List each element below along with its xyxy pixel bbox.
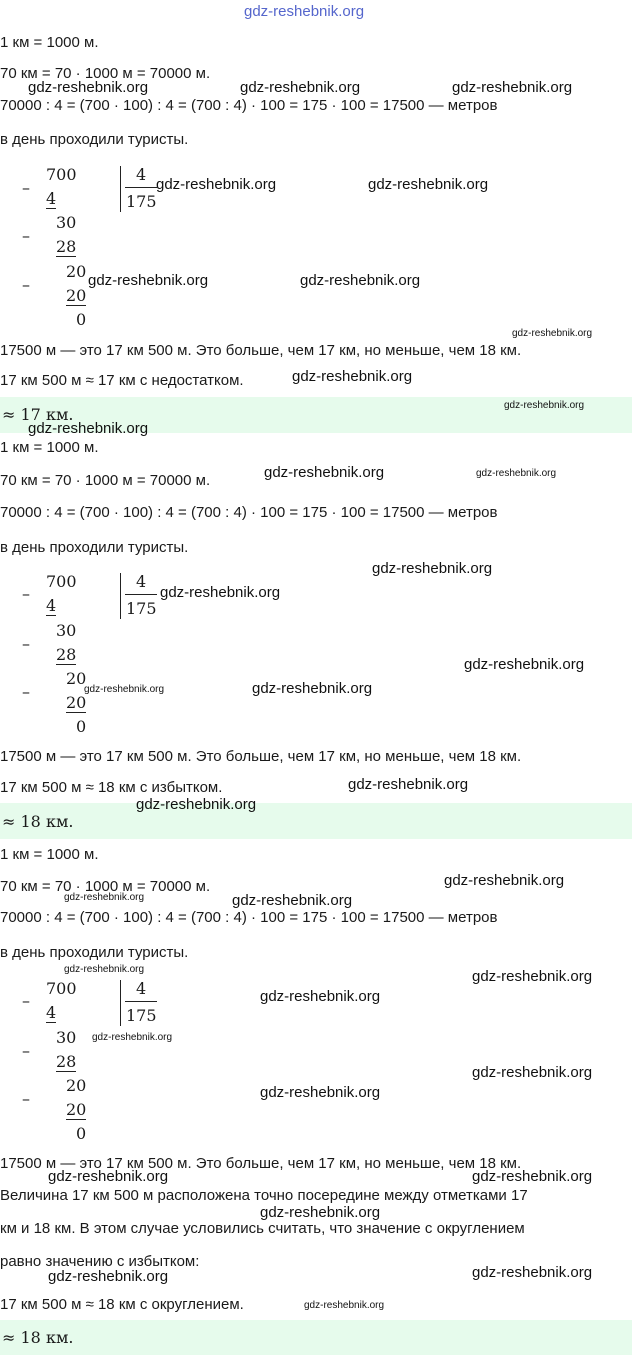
dividend: 700	[46, 572, 77, 591]
line-comparison: 17500 м — это 17 км 500 м. Это больше, чем 17 км, но меньше, чем 18 км.	[0, 748, 522, 765]
watermark: gdz-reshebnik.org	[240, 79, 361, 96]
subtrahend-2: 28	[56, 1052, 77, 1071]
line-paragraph-1: Величина 17 км 500 м расположена точно посередине между отметками 17	[0, 1187, 528, 1204]
watermark: gdz-reshebnik.org	[28, 79, 149, 96]
subtrahend-2: 28	[56, 237, 77, 256]
watermark: gdz-reshebnik.org	[64, 964, 145, 975]
dividend: 700	[46, 979, 77, 998]
watermark: gdz-reshebnik.org	[260, 1084, 381, 1101]
final-remainder: 0	[76, 717, 87, 736]
watermark: gdz-reshebnik.org	[476, 468, 557, 479]
remainder-1: 30	[56, 1028, 77, 1047]
watermark: gdz-reshebnik.org	[48, 1268, 169, 1285]
watermark: gdz-reshebnik.org	[444, 872, 565, 889]
result-highlight	[0, 1320, 632, 1355]
line-tourists: в день проходили туристы.	[0, 131, 189, 148]
watermark: gdz-reshebnik.org	[512, 328, 593, 339]
watermark: gdz-reshebnik.org	[84, 684, 165, 695]
quotient: 175	[126, 1006, 157, 1025]
line-km-conversion: 1 км = 1000 м.	[0, 34, 99, 51]
divisor: 4	[136, 572, 147, 591]
watermark: gdz-reshebnik.org	[368, 176, 489, 193]
subtrahend-1: 4	[46, 1003, 57, 1022]
watermark: gdz-reshebnik.org	[64, 892, 145, 903]
watermark: gdz-reshebnik.org	[28, 420, 149, 437]
dividend: 700	[46, 165, 77, 184]
line-tourists: в день проходили туристы.	[0, 944, 189, 961]
line-70km: 70 км = 70 · 1000 м = 70000 м.	[0, 65, 211, 82]
watermark: gdz-reshebnik.org	[232, 892, 353, 909]
line-calculation: 70000 : 4 = (700 · 100) : 4 = (700 : 4) · 100 = 175 · 100 = 17500 — метров	[0, 504, 498, 521]
watermark: gdz-reshebnik.org	[464, 656, 585, 673]
watermark: gdz-reshebnik.org	[472, 968, 593, 985]
watermark: gdz-reshebnik.org	[292, 368, 413, 385]
line-approx: 17 км 500 м ≈ 17 км с недостатком.	[0, 372, 244, 389]
final-remainder: 0	[76, 1124, 87, 1143]
remainder-1: 30	[56, 621, 77, 640]
watermark: gdz-reshebnik.org	[244, 3, 365, 20]
subtrahend-3: 20	[66, 693, 87, 712]
watermark: gdz-reshebnik.org	[348, 776, 469, 793]
watermark: gdz-reshebnik.org	[88, 272, 209, 289]
line-tourists: в день проходили туристы.	[0, 539, 189, 556]
subtrahend-3: 20	[66, 1100, 87, 1119]
line-paragraph-2: км и 18 км. В этом случае условились считать, что значение с округлением	[0, 1220, 525, 1237]
watermark: gdz-reshebnik.org	[372, 560, 493, 577]
line-km-conversion: 1 км = 1000 м.	[0, 846, 99, 863]
watermark: gdz-reshebnik.org	[504, 400, 585, 411]
line-km-conversion: 1 км = 1000 м.	[0, 439, 99, 456]
subtrahend-1: 4	[46, 189, 57, 208]
result-text: ≈ 18 км.	[2, 1328, 74, 1347]
result-highlight	[0, 803, 632, 839]
watermark: gdz-reshebnik.org	[92, 1032, 173, 1043]
subtrahend-1: 4	[46, 596, 57, 615]
divisor: 4	[136, 979, 147, 998]
watermark: gdz-reshebnik.org	[472, 1168, 593, 1185]
watermark: gdz-reshebnik.org	[252, 680, 373, 697]
quotient: 175	[126, 599, 157, 618]
result-text: ≈ 18 км.	[2, 812, 74, 831]
watermark: gdz-reshebnik.org	[156, 176, 277, 193]
watermark: gdz-reshebnik.org	[472, 1064, 593, 1081]
line-approx: 17 км 500 м ≈ 18 км с округлением.	[0, 1296, 244, 1313]
watermark: gdz-reshebnik.org	[304, 1300, 385, 1311]
subtrahend-3: 20	[66, 286, 87, 305]
remainder-2: 20	[66, 262, 87, 281]
line-70km: 70 км = 70 · 1000 м = 70000 м.	[0, 472, 211, 489]
line-comparison: 17500 м — это 17 км 500 м. Это больше, чем 17 км, но меньше, чем 18 км.	[0, 1155, 522, 1172]
subtrahend-2: 28	[56, 645, 77, 664]
divisor: 4	[136, 165, 147, 184]
watermark: gdz-reshebnik.org	[260, 1204, 381, 1221]
remainder-2: 20	[66, 1076, 87, 1095]
line-calculation: 70000 : 4 = (700 · 100) : 4 = (700 : 4) · 100 = 175 · 100 = 17500 — метров	[0, 97, 498, 114]
line-calculation: 70000 : 4 = (700 · 100) : 4 = (700 : 4) · 100 = 175 · 100 = 17500 — метров	[0, 909, 498, 926]
watermark: gdz-reshebnik.org	[160, 584, 281, 601]
remainder-1: 30	[56, 213, 77, 232]
remainder-2: 20	[66, 669, 87, 688]
watermark: gdz-reshebnik.org	[472, 1264, 593, 1281]
result-text: ≈ 17 км.	[2, 405, 74, 424]
watermark: gdz-reshebnik.org	[452, 79, 573, 96]
watermark: gdz-reshebnik.org	[264, 464, 385, 481]
watermark: gdz-reshebnik.org	[260, 988, 381, 1005]
line-paragraph-3: равно значению с избытком:	[0, 1253, 200, 1270]
watermark: gdz-reshebnik.org	[300, 272, 421, 289]
line-comparison: 17500 м — это 17 км 500 м. Это больше, чем 17 км, но меньше, чем 18 км.	[0, 342, 522, 359]
quotient: 175	[126, 192, 157, 211]
watermark: gdz-reshebnik.org	[48, 1168, 169, 1185]
line-approx: 17 км 500 м ≈ 18 км с избытком.	[0, 779, 223, 796]
line-70km: 70 км = 70 · 1000 м = 70000 м.	[0, 878, 211, 895]
final-remainder: 0	[76, 310, 87, 329]
watermark: gdz-reshebnik.org	[136, 796, 257, 813]
